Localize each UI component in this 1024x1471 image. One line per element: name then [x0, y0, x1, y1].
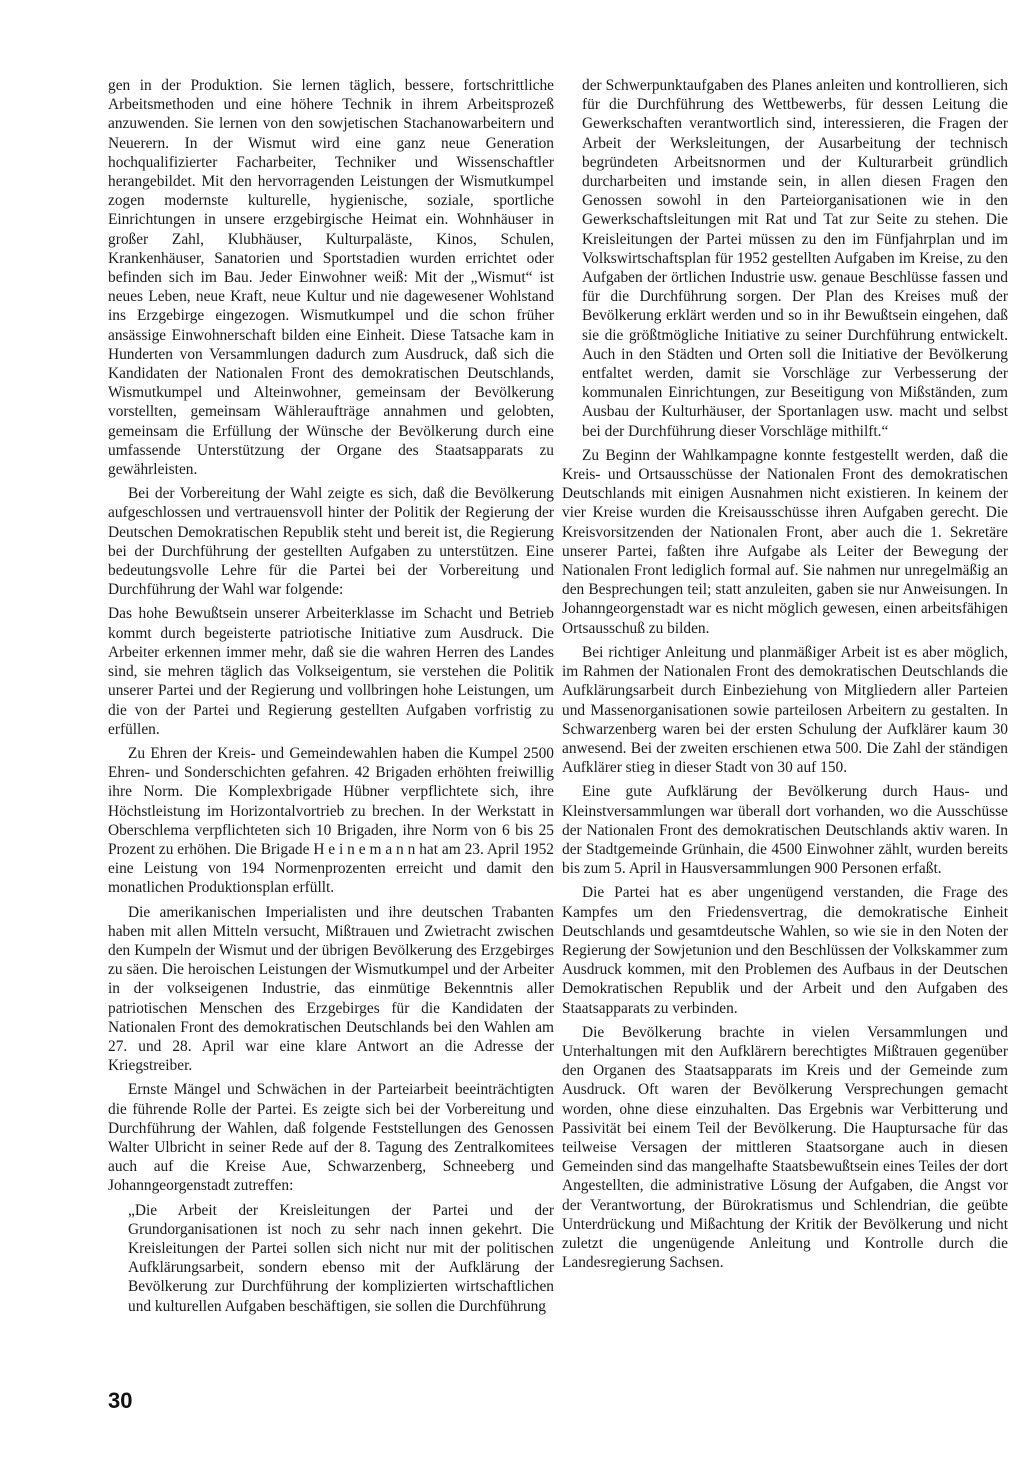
quotation-paragraph: der Schwerpunktaufgaben des Planes anleiten und kontrollieren, sich für die Durchführung des Wettbewerbs, für dessen Leitung die Gewerkschaften verantwortlich sind, interessieren, die Fragen der Arbeit der Werksleitungen, der Ausarbeitung der technisch begründeten Arbeitsnormen und der Kulturarbeit gründlich durcharbeiten und imstande sein, in allen diesen Fragen den Genossen sowohl in den Parteiorganisationen wie in den Gewerkschaftsleitungen mit Rat und Tat zur Seite zu stehen. Die Kreisleitungen der Partei müssen zu den im Fünfjahrplan und im Volkswirtschaftsplan für 1952 gestellten Aufgaben im Kreise, zu den Aufgaben der örtlichen Industrie usw. genaue Beschlüsse fassen und für die Durchführung sorgen. Der Plan des Kreises muß der Bevölkerung erklärt werden und so in ihr Bewußtsein eingehen, daß sie die größtmögliche Initiative zu seiner Durchführung entwickelt. Auch in den Städten und Orten soll die Initiative der Bevölkerung entfaltet werden, damit sie Vorschläge zur Verbesserung der kommunalen Einrichtungen, zur Beseitigung von Mißständen, zum Ausbau der Kulturhäuser, der Sportanlagen usw. macht und selbst bei der Durchführung dieser Vorschläge mithilft.“ — [582, 77, 1008, 440]
quotation-paragraph: „Die Arbeit der Kreisleitungen der Partei und der Grundorganisationen ist noch zu sehr nach innen gekehrt. Die Kreisleitungen der Partei sollen sich nicht nur mit der politischen Aufklärungsarbeit, sondern ebenso mit der Aufklärung der Bevölkerung zur Durchführung der komplizierten wirtschaftlichen und kulturellen Aufgaben beschäftigen, sie sollen die Durchführung — [128, 1201, 554, 1315]
paragraph: Die Bevölkerung brachte in vielen Versammlungen und Unterhaltungen mit den Aufklärern berechtigtes Mißtrauen gegenüber den Organen des Staatsapparats im Kreis und der Gemeinde zum Ausdruck. Oft waren der Bevölkerung Versprechungen gemacht worden, ohne diese einzuhalten. Das Ergebnis war Verbitterung und Passivität bei einem Teil der Bevölkerung. Die Hauptursache für das teilweise Versagen der mittleren Staatsorgane auch in diesen Gemeinden sind das mangelhafte Staatsbewußtsein eines Teiles der dort Angestellten, die administrative Lösung der Aufgaben, die Angst vor der Verantwortung, der Bürokratismus und Schlendrian, die geübte Unterdrückung und Mißachtung der Kritik der Bevölkerung und nicht zuletzt die ungenügende Anleitung und Kontrolle durch die Landesregierung Sachsen. — [562, 1023, 1008, 1272]
paragraph: Ernste Mängel und Schwächen in der Parteiarbeit beeinträchtigten die führende Rolle der Partei. Es zeigte sich bei der Vorbereitung und Durchführung der Wahlen, daß folgende Feststellungen des Genossen Walter Ulbricht in seiner Rede auf der 8. Tagung des Zentralkomitees auch auf die Kreise Aue, Schwarzenberg, Schneeberg und Johanngeorgenstadt zutreffen: — [108, 1081, 554, 1195]
paragraph: Die Partei hat es aber ungenügend verstanden, die Frage des Kampfes um den Friedensvertrag, die demokratische Einheit Deutschlands und gesamtdeutsche Wahlen, so wie sie in den Noten der Regierung der Sowjetunion und den Beschlüssen der Volkskammer zum Ausdruck kommen, mit den Problemen des Aufbaus in der Deutschen Demokratischen Republik und der Arbeit und den Aufgaben des Staatsapparats zu verbinden. — [562, 884, 1008, 1017]
paragraph: Bei der Vorbereitung der Wahl zeigte es sich, daß die Bevölkerung aufgeschlossen und vertrauensvoll hinter der Politik der Regierung der Deutschen Demokratischen Republik steht und bereit ist, die Regierung bei der Durchführung der gestellten Aufgaben zu unterstützen. Eine bedeutungsvolle Lehre für die Partei bei der Vorbereitung und Durchführung der Wahl war folgende: — [108, 485, 554, 599]
paragraph: Das hohe Bewußtsein unserer Arbeiterklasse im Schacht und Betrieb kommt durch begeisterte patriotische Initiative zum Ausdruck. Die Arbeiter erkennen immer mehr, daß sie die wahren Herren des Landes sind, sie mehren täglich das Volkseigentum, sie verstehen die Politik unserer Partei und der Regierung und vollbringen hohe Leistungen, um die von der Partei und Regierung gestellten Aufgaben vorfristig zu erfüllen. — [108, 605, 554, 738]
paragraph: Zu Ehren der Kreis- und Gemeindewahlen haben die Kumpel 2500 Ehren- und Sonderschichten gefahren. 42 Brigaden erhöhten freiwillig ihre Norm. Die Komplexbrigade Hübner verpflichtete sich, ihre Höchstleistung im Horizontalvortrieb zu brechen. In der Werkstatt in Oberschlema verpflichteten sich 10 Brigaden, ihre Norm von 6 bis 25 Prozent zu erhöhen. Die Brigade H e i n e m a n n hat am 23. April 1952 eine Leistung von 194 Normenprozenten erreicht und damit den monatlichen Produktionsplan erfüllt. — [108, 744, 554, 897]
paragraph: Bei richtiger Anleitung und planmäßiger Arbeit ist es aber möglich, im Rahmen der Nationalen Front des demokratischen Deutschlands die Aufklärungsarbeit durch Einbeziehung von Mitgliedern aller Parteien und Massenorganisationen sowie parteilosen Arbeitern zu gestalten. In Schwarzenberg waren bei der ersten Schulung der Aufklärer kaum 30 anwesend. Bei der zweiten erschienen etwa 500. Die Zahl der ständigen Aufklärer stieg in dieser Stadt von 30 auf 150. — [562, 643, 1008, 777]
right-column — [562, 76, 1008, 1277]
paragraph: Die amerikanischen Imperialisten und ihre deutschen Trabanten haben mit allen Mitteln versucht, Mißtrauen und Zwietracht zwischen den Kumpeln der Wismut und der übrigen Bevölkerung des Erzgebirges zu säen. Die heroischen Leistungen der Wismutkumpel und der Arbeiter in der volkseigenen Industrie, das einmütige Bekenntnis aller patriotischen Menschen des Erzgebirges für die Kandidaten der Nationalen Front des demokratischen Deutschlands bei den Wahlen am 27. und 28. April war eine klare Antwort an die Adresse der Kriegstreiber. — [108, 903, 554, 1075]
paragraph: gen in der Produktion. Sie lernen täglich, bessere, fortschrittliche Arbeitsmethoden und eine höhere Technik in ihrem Arbeitsprozeß anzuwenden. Sie lernen von den sowjetischen Stachanowarbeitern und Neuerern. In der Wismut wird eine ganz neue Generation hochqualifizierter Facharbeiter, Techniker und Wissenschaftler herangebildet. Mit den hervorragenden Leistungen der Wismutkumpel zogen modernste kulturelle, hygienische, soziale, sportliche Einrichtungen in unsere erzgebirgische Heimat ein. Wohnhäuser in großer Zahl, Klubhäuser, Kulturpaläste, Kinos, Schulen, Krankenhäuser, Sanatorien und Sportstadien wurden errichtet oder befinden sich im Bau. Jeder Einwohner weiß: Mit der „Wismut“ ist neues Leben, neue Kraft, neue Kultur und nie dagewesener Wohlstand ins Erzgebirge eingezogen. Wismutkumpel und die schon früher ansässige Einwohnerschaft bilden eine Einheit. Diese Tatsache kam in Hunderten von Versammlungen dadurch zum Ausdruck, daß sich die Kandidaten der Nationalen Front des demokratischen Deutschlands, Wismutkumpel und Alteinwohner, gemeinsam der Bevölkerung vorstellten, gemeinsam Wähleraufträge annahmen und gelobten, gemeinsam die Erfüllung der Wünsche der Bevölkerung durch eine umfassende Unterstützung der Organe des Staatsapparats zu gewährleisten. — [108, 77, 554, 479]
paragraph: Eine gute Aufklärung der Bevölkerung durch Haus- und Kleinstversammlungen war überall dort vorhanden, wo die Ausschüsse der Nationalen Front des demokratischen Deutschlands aktiv waren. In der Stadtgemeinde Grünhain, die 4500 Einwohner zählt, wurden bereits bis zum 5. April in Hausversammlungen 900 Personen erfaßt. — [562, 783, 1008, 878]
page-number: 30 — [108, 1388, 133, 1413]
left-column — [108, 76, 554, 1321]
paragraph: Zu Beginn der Wahlkampagne konnte festgestellt werden, daß die Kreis- und Ortsausschüsse der Nationalen Front des demokratischen Deutschlands mit einigen Ausnahmen nicht existieren. In keinem der vier Kreise wurden die Kreisausschüsse ihren Aufgaben gerecht. Die Kreisvorsitzenden der Nationalen Front, aber auch die 1. Sekretäre unserer Partei, faßten ihre Aufgabe als Leiter der Bewegung der Nationalen Front lediglich formal auf. Sie nahmen nur unregelmäßig an den Besprechungen teil; statt anzuleiten, gaben sie nur Anweisungen. In Johanngeorgenstadt war es nicht möglich gewesen, einen arbeitsfähigen Ortsausschuß zu bilden. — [562, 446, 1008, 637]
